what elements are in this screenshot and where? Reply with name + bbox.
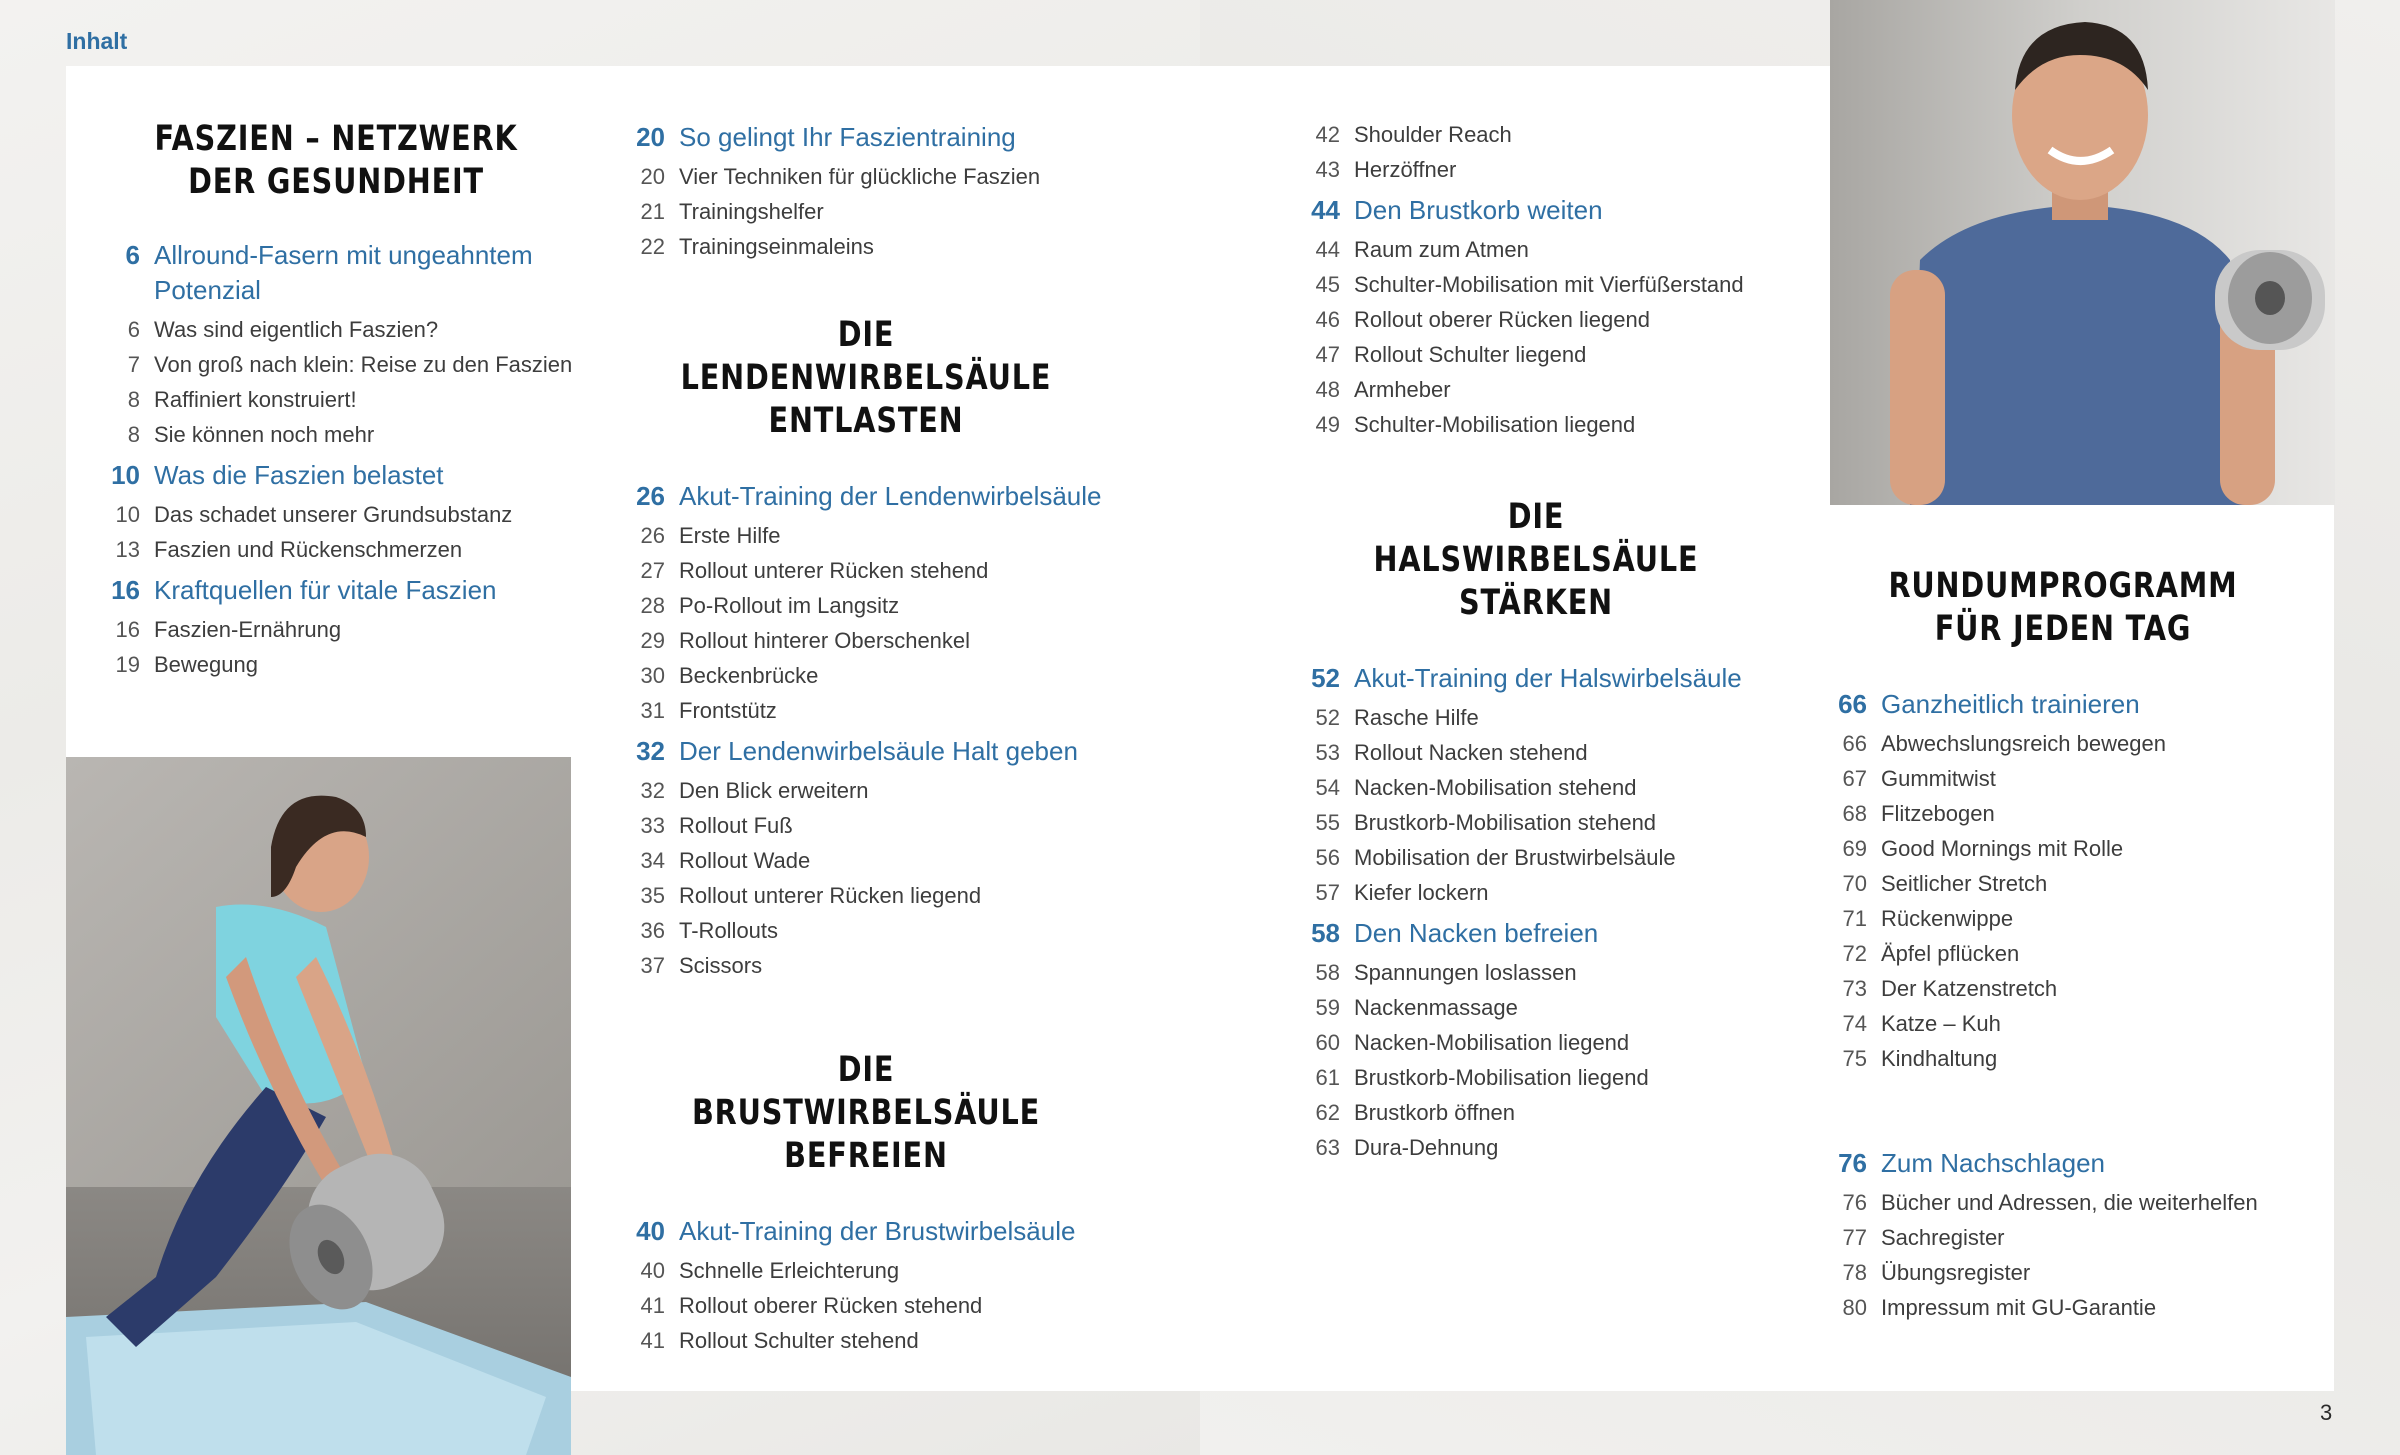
toc-entry[interactable] xyxy=(1306,117,1826,152)
chapter-link[interactable] xyxy=(1833,687,2333,722)
section-heading-faszien: FASZIEN – NETZWERK DER GESUNDHEIT xyxy=(154,119,518,202)
page-ref: 6 xyxy=(125,240,140,270)
entry-title: Scissors xyxy=(679,953,763,978)
toc-entry[interactable] xyxy=(106,612,576,647)
page-ref: 55 xyxy=(1315,810,1340,835)
toc-entry[interactable] xyxy=(1306,337,1826,372)
page-ref: 7 xyxy=(127,352,140,377)
entry-title: Herzöffner xyxy=(1354,157,1457,182)
entry-title: Good Mornings mit Rolle xyxy=(1881,836,2124,861)
entry-title: Beckenbrücke xyxy=(679,663,819,688)
toc-entry[interactable] xyxy=(631,553,1151,588)
toc-entry[interactable] xyxy=(631,878,1151,913)
entry-title: Shoulder Reach xyxy=(1354,122,1512,147)
toc-entry[interactable] xyxy=(106,417,576,452)
toc-entry[interactable] xyxy=(1306,267,1826,302)
toc-entry[interactable] xyxy=(1833,1185,2333,1220)
page-ref: 62 xyxy=(1315,1100,1340,1125)
entry-title: T-Rollouts xyxy=(679,918,779,943)
chapter-link[interactable] xyxy=(106,458,576,493)
page-ref: 40 xyxy=(640,1258,665,1283)
chapter-title: Akut-Training der Lendenwirbelsäule xyxy=(679,481,1102,511)
toc-entry[interactable] xyxy=(631,808,1151,843)
toc-entry[interactable] xyxy=(1306,1025,1826,1060)
page-ref: 52 xyxy=(1311,663,1340,693)
page-ref: 48 xyxy=(1315,377,1340,402)
page-ref: 10 xyxy=(111,460,140,490)
toc-entry[interactable] xyxy=(631,229,1151,264)
col3-top-chapter xyxy=(1306,193,1826,442)
toc-column-3 xyxy=(1306,117,1826,1165)
page-ref: 30 xyxy=(640,663,665,688)
entry-title: Abwechslungsreich bewegen xyxy=(1881,731,2166,756)
entry-title: Übungsregister xyxy=(1881,1260,2031,1285)
page-ref: 49 xyxy=(1315,412,1340,437)
entry-title: Schulter-Mobilisation liegend xyxy=(1354,412,1636,437)
page-ref: 76 xyxy=(1838,1148,1867,1178)
toc-entry[interactable] xyxy=(1833,796,2333,831)
page-ref: 68 xyxy=(1842,801,1867,826)
toc-entry[interactable] xyxy=(106,312,576,347)
toc-entry[interactable] xyxy=(106,347,576,382)
entry-title: Das schadet unserer Grundsubstanz xyxy=(154,502,513,527)
toc-entry[interactable] xyxy=(631,588,1151,623)
page-ref: 59 xyxy=(1315,995,1340,1020)
toc-entry[interactable] xyxy=(1833,936,2333,971)
toc-entry[interactable] xyxy=(631,194,1151,229)
entry-title: Armheber xyxy=(1354,377,1451,402)
page-ref: 56 xyxy=(1315,845,1340,870)
toc-entry[interactable] xyxy=(1306,372,1826,407)
toc-entry[interactable] xyxy=(1306,735,1826,770)
chapter-link[interactable] xyxy=(631,479,1151,514)
page-ref: 8 xyxy=(127,422,140,447)
page-ref: 74 xyxy=(1842,1011,1867,1036)
entry-title: Dura-Dehnung xyxy=(1354,1135,1499,1160)
page-ref: 57 xyxy=(1315,880,1340,905)
page-ref: 63 xyxy=(1315,1135,1340,1160)
toc-entry[interactable] xyxy=(1833,971,2333,1006)
page-ref: 21 xyxy=(640,199,665,224)
col4-reference-chapter xyxy=(1833,1146,2333,1325)
entry-title: Rasche Hilfe xyxy=(1354,705,1479,730)
toc-entry[interactable] xyxy=(631,658,1151,693)
entry-title: Trainingseinmaleins xyxy=(679,234,874,259)
page-ref: 73 xyxy=(1842,976,1867,1001)
page-ref: 70 xyxy=(1842,871,1867,896)
page-ref: 31 xyxy=(640,698,665,723)
page-ref: 44 xyxy=(1311,195,1340,225)
chapter-link[interactable] xyxy=(631,734,1151,769)
toc-entry[interactable] xyxy=(1833,726,2333,761)
toc-entry[interactable] xyxy=(1306,1060,1826,1095)
woman-exercise-photo xyxy=(66,757,571,1455)
page-ref: 44 xyxy=(1315,237,1340,262)
entry-title: Schnelle Erleichterung xyxy=(679,1258,900,1283)
entry-title: Faszien und Rückenschmerzen xyxy=(154,537,463,562)
toc-entry[interactable] xyxy=(1833,761,2333,796)
toc-entry[interactable] xyxy=(1306,152,1826,187)
entry-title: Trainingshelfer xyxy=(679,199,824,224)
toc-entry[interactable] xyxy=(1306,955,1826,990)
page-ref: 66 xyxy=(1842,731,1867,756)
entry-title: Was sind eigentlich Faszien? xyxy=(154,317,439,342)
page-ref: 27 xyxy=(640,558,665,583)
toc-entry[interactable] xyxy=(1306,770,1826,805)
entry-title: Kindhaltung xyxy=(1881,1046,1998,1071)
chapter-title: Kraftquellen für vitale Faszien xyxy=(154,575,497,605)
page-ref: 26 xyxy=(640,523,665,548)
entry-title: Erste Hilfe xyxy=(679,523,781,548)
page-ref: 61 xyxy=(1315,1065,1340,1090)
entry-title: Schulter-Mobilisation mit Vierfüßerstand xyxy=(1354,272,1744,297)
toc-entry[interactable] xyxy=(106,647,576,682)
toc-column-2 xyxy=(631,114,1151,1358)
page-ref: 78 xyxy=(1842,1260,1867,1285)
chapter-link[interactable] xyxy=(106,573,576,608)
section-heading-rundumprogramm: RUNDUMPROGRAMM FÜR JEDEN TAG xyxy=(1888,566,2238,649)
page-ref: 46 xyxy=(1315,307,1340,332)
col3-continued-items xyxy=(1306,117,1826,187)
toc-entry[interactable] xyxy=(631,948,1151,983)
page-ref: 16 xyxy=(115,617,140,642)
entry-title: Rollout Schulter liegend xyxy=(1354,342,1587,367)
entry-title: Impressum mit GU-Garantie xyxy=(1881,1295,2157,1320)
entry-title: Bücher und Adressen, die weiterhelfen xyxy=(1881,1190,2258,1215)
page-ref: 32 xyxy=(640,778,665,803)
toc-entry[interactable] xyxy=(1306,700,1826,735)
page-ref: 10 xyxy=(115,502,140,527)
toc-entry[interactable] xyxy=(106,532,576,567)
entry-title: Rollout oberer Rücken liegend xyxy=(1354,307,1650,332)
page-ref: 72 xyxy=(1842,941,1867,966)
chapter-title: So gelingt Ihr Faszientraining xyxy=(679,122,1016,152)
page-ref: 13 xyxy=(115,537,140,562)
toc-entry[interactable] xyxy=(1833,1290,2333,1325)
toc-entry[interactable] xyxy=(1306,1130,1826,1165)
chapter-link[interactable] xyxy=(1306,193,1826,228)
toc-entry[interactable] xyxy=(1833,1041,2333,1076)
page-ref: 40 xyxy=(636,1216,665,1246)
entry-title: Rollout unterer Rücken stehend xyxy=(679,558,989,583)
col4-chapter-list xyxy=(1833,687,2333,1076)
toc-entry[interactable] xyxy=(1833,1255,2333,1290)
toc-entry[interactable] xyxy=(631,693,1151,728)
chapter-title: Den Brustkorb weiten xyxy=(1354,195,1603,225)
entry-title: Brustkorb-Mobilisation liegend xyxy=(1354,1065,1649,1090)
page-ref: 41 xyxy=(640,1328,665,1353)
entry-title: Der Katzenstretch xyxy=(1881,976,2058,1001)
col1-chapter-list xyxy=(106,238,576,682)
page-ref: 41 xyxy=(640,1293,665,1318)
toc-entry[interactable] xyxy=(631,913,1151,948)
entry-title: Rückenwippe xyxy=(1881,906,2014,931)
toc-entry[interactable] xyxy=(1306,232,1826,267)
entry-title: Raum zum Atmen xyxy=(1354,237,1529,262)
chapter-link[interactable] xyxy=(1306,916,1826,951)
contents-label: Inhalt xyxy=(66,28,128,54)
chapter-link[interactable] xyxy=(631,1214,1151,1249)
page-ref: 32 xyxy=(636,736,665,766)
page-ref: 69 xyxy=(1842,836,1867,861)
toc-entry[interactable] xyxy=(1833,901,2333,936)
page-ref: 47 xyxy=(1315,342,1340,367)
entry-title: Raffiniert konstruiert! xyxy=(154,387,357,412)
page-ref: 80 xyxy=(1842,1295,1867,1320)
chapter-title: Allround-Fasern mit ungeahntem Potenzial xyxy=(154,240,533,305)
entry-title: Faszien-Ernährung xyxy=(154,617,342,642)
section-heading-lendenwirbelsaeule: DIE LENDENWIRBELSÄULE ENTLASTEN xyxy=(680,315,1052,441)
section-heading-halswirbelsaeule: DIE HALSWIRBELSÄULE STÄRKEN xyxy=(1373,497,1699,623)
section-heading-brustwirbelsaeule: DIE BRUSTWIRBELSÄULE BEFREIEN xyxy=(691,1050,1041,1176)
page-ref: 66 xyxy=(1838,689,1867,719)
col2-top-chapter xyxy=(631,120,1151,264)
toc-entry[interactable] xyxy=(106,497,576,532)
entry-title: Nackenmassage xyxy=(1354,995,1518,1020)
page-ref: 53 xyxy=(1315,740,1340,765)
toc-entry[interactable] xyxy=(1306,302,1826,337)
toc-entry[interactable] xyxy=(631,518,1151,553)
entry-title: Brustkorb öffnen xyxy=(1354,1100,1516,1125)
entry-title: Seitlicher Stretch xyxy=(1881,871,2048,896)
page-ref: 20 xyxy=(640,164,665,189)
entry-title: Po-Rollout im Langsitz xyxy=(679,593,900,618)
toc-entry[interactable] xyxy=(106,382,576,417)
chapter-link[interactable] xyxy=(106,238,576,308)
entry-title: Rollout hinterer Oberschenkel xyxy=(679,628,971,653)
toc-column-1 xyxy=(106,118,576,682)
chapter-link[interactable] xyxy=(1306,661,1826,696)
entry-title: Spannungen loslassen xyxy=(1354,960,1577,985)
entry-title: Rollout Schulter stehend xyxy=(679,1328,919,1353)
entry-title: Frontstütz xyxy=(679,698,777,723)
toc-entry[interactable] xyxy=(1833,866,2333,901)
toc-entry[interactable] xyxy=(631,1323,1151,1358)
page-ref: 19 xyxy=(115,652,140,677)
chapter-title: Was die Faszien belastet xyxy=(154,460,444,490)
entry-title: Rollout Nacken stehend xyxy=(1354,740,1588,765)
page-ref: 60 xyxy=(1315,1030,1340,1055)
page-ref: 58 xyxy=(1315,960,1340,985)
toc-column-4 xyxy=(1833,565,2333,1325)
page-ref: 67 xyxy=(1842,766,1867,791)
page-ref: 71 xyxy=(1842,906,1867,931)
toc-entry[interactable] xyxy=(631,843,1151,878)
page-ref: 36 xyxy=(640,918,665,943)
col3-chapter-list xyxy=(1306,661,1826,1165)
page-ref: 34 xyxy=(640,848,665,873)
page-ref: 26 xyxy=(636,481,665,511)
entry-title: Vier Techniken für glückliche Faszien xyxy=(679,164,1041,189)
chapter-link[interactable] xyxy=(631,120,1151,155)
page-ref: 37 xyxy=(640,953,665,978)
page-number: 3 xyxy=(2320,1400,2333,1425)
chapter-title: Den Nacken befreien xyxy=(1354,918,1599,948)
entry-title: Rollout Wade xyxy=(679,848,811,873)
toc-entry[interactable] xyxy=(1306,875,1826,910)
toc-entry[interactable] xyxy=(631,1253,1151,1288)
page-ref: 6 xyxy=(127,317,140,342)
chapter-title: Akut-Training der Brustwirbelsäule xyxy=(679,1216,1076,1246)
entry-title: Katze – Kuh xyxy=(1881,1011,2001,1036)
entry-title: Gummitwist xyxy=(1881,766,1996,791)
entry-title: Brustkorb-Mobilisation stehend xyxy=(1354,810,1657,835)
page-ref: 42 xyxy=(1315,122,1340,147)
toc-entry[interactable] xyxy=(631,159,1151,194)
page-ref: 54 xyxy=(1315,775,1340,800)
page-ref: 20 xyxy=(636,122,665,152)
chapter-title: Akut-Training der Halswirbelsäule xyxy=(1354,663,1742,693)
chapter-link[interactable] xyxy=(1833,1146,2333,1181)
page-ref: 35 xyxy=(640,883,665,908)
chapter-title: Der Lendenwirbelsäule Halt geben xyxy=(679,736,1078,766)
entry-title: Den Blick erweitern xyxy=(679,778,869,803)
toc-entry[interactable] xyxy=(1306,840,1826,875)
toc-entry[interactable] xyxy=(631,623,1151,658)
page-ref: 45 xyxy=(1315,272,1340,297)
toc-entry[interactable] xyxy=(631,1288,1151,1323)
page-ref: 52 xyxy=(1315,705,1340,730)
toc-entry[interactable] xyxy=(1306,990,1826,1025)
toc-entry[interactable] xyxy=(1833,831,2333,866)
entry-title: Mobilisation der Brustwirbelsäule xyxy=(1354,845,1676,870)
toc-entry[interactable] xyxy=(631,773,1151,808)
entry-title: Sachregister xyxy=(1881,1225,2005,1250)
toc-entry[interactable] xyxy=(1306,1095,1826,1130)
entry-title: Rollout oberer Rücken stehend xyxy=(679,1293,983,1318)
page-ref: 77 xyxy=(1842,1225,1867,1250)
page-ref: 8 xyxy=(127,387,140,412)
col2-chapter-list-b xyxy=(631,1214,1151,1358)
page-ref: 75 xyxy=(1842,1046,1867,1071)
page-ref: 43 xyxy=(1315,157,1340,182)
col2-chapter-list-a xyxy=(631,479,1151,983)
entry-title: Äpfel pflücken xyxy=(1881,941,2020,966)
entry-title: Rollout unterer Rücken liegend xyxy=(679,883,982,908)
page-ref: 16 xyxy=(111,575,140,605)
man-roller-photo xyxy=(1830,0,2335,505)
toc-entry[interactable] xyxy=(1306,805,1826,840)
toc-entry[interactable] xyxy=(1306,407,1826,442)
toc-entry[interactable] xyxy=(1833,1006,2333,1041)
page-ref: 29 xyxy=(640,628,665,653)
entry-title: Kiefer lockern xyxy=(1354,880,1489,905)
entry-title: Bewegung xyxy=(154,652,258,677)
entry-title: Nacken-Mobilisation stehend xyxy=(1354,775,1637,800)
entry-title: Rollout Fuß xyxy=(679,813,793,838)
page-ref: 76 xyxy=(1842,1190,1867,1215)
chapter-title: Ganzheitlich trainieren xyxy=(1881,689,2140,719)
entry-title: Von groß nach klein: Reise zu den Faszien xyxy=(154,352,573,377)
entry-title: Flitzebogen xyxy=(1881,801,1995,826)
chapter-title: Zum Nachschlagen xyxy=(1881,1148,2105,1178)
page-ref: 28 xyxy=(640,593,665,618)
toc-entry[interactable] xyxy=(1833,1220,2333,1255)
page-ref: 58 xyxy=(1311,918,1340,948)
entry-title: Nacken-Mobilisation liegend xyxy=(1354,1030,1630,1055)
page-ref: 33 xyxy=(640,813,665,838)
page-ref: 22 xyxy=(640,234,665,259)
entry-title: Sie können noch mehr xyxy=(154,422,375,447)
